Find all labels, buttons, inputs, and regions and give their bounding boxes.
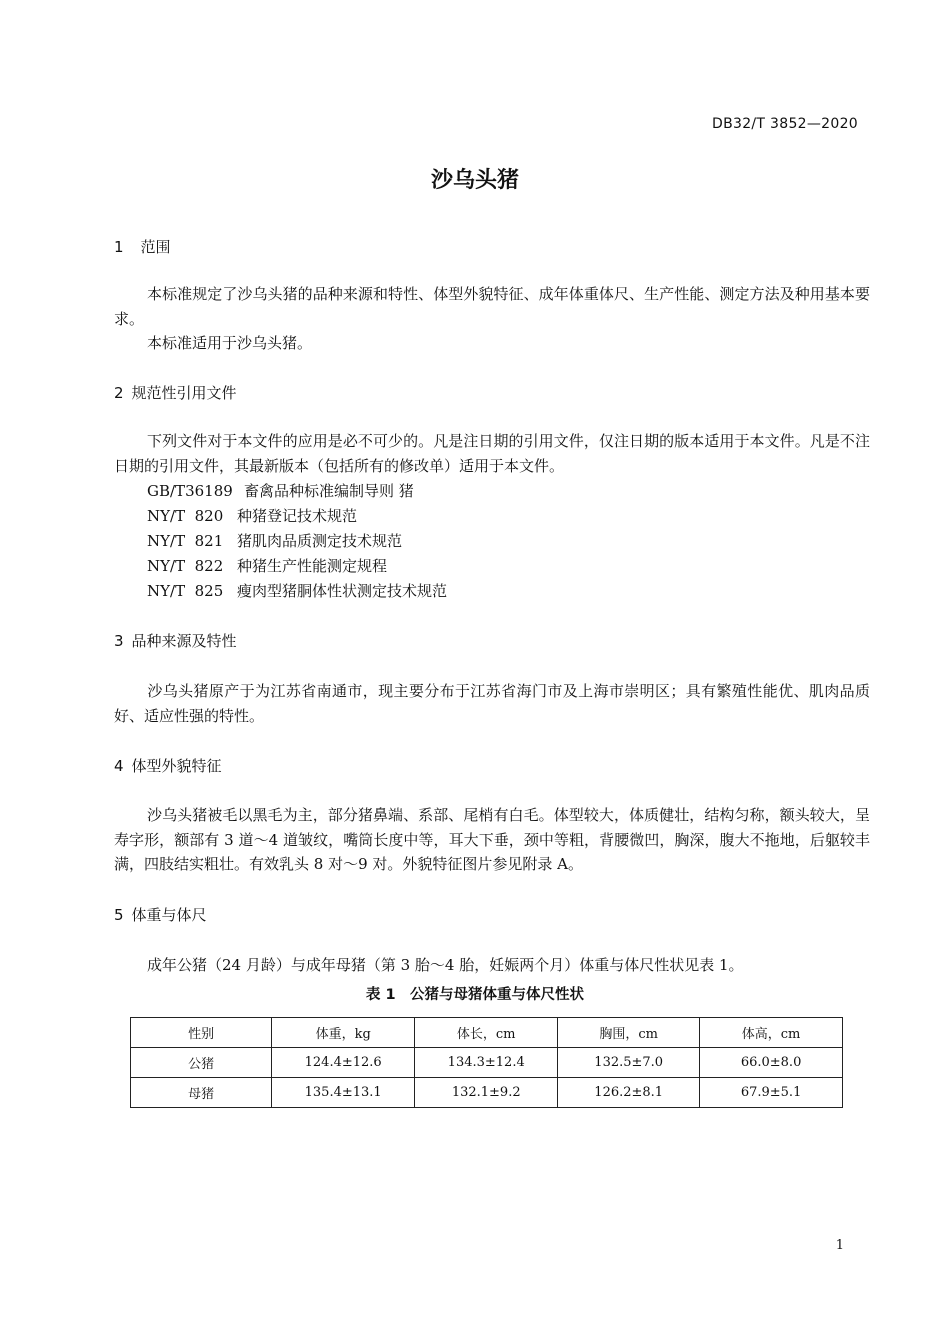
- table-cell: 132.5±7.0: [558, 1048, 700, 1078]
- section-1-heading: [114, 236, 171, 257]
- table-header-row: [131, 1018, 843, 1048]
- paragraph-text: 沙乌头猪原产于为江苏省南通市，现主要分布于江苏省海门市及上海市崇明区；具有繁殖性能优、肌肉品质好、适应性强的特性。: [114, 682, 870, 725]
- section-number: 2: [114, 384, 124, 402]
- data-table: [130, 1017, 843, 1108]
- section-number: 1: [114, 238, 124, 256]
- table-row: [131, 1078, 843, 1108]
- reference-code: NY/T 820: [147, 507, 224, 525]
- section-title: 体型外貌特征: [131, 757, 222, 775]
- standard-code: DB32/T 3852—2020: [712, 116, 858, 132]
- paragraph-text: 下列文件对于本文件的应用是必不可少的。凡是注日期的引用文件，仅注日期的版本适用于本文件。凡是不注日期的引用文件，其最新版本（包括所有的修改单）适用于本文件。: [114, 432, 870, 475]
- reference-code: NY/T 822: [147, 557, 224, 575]
- reference-item: [147, 505, 357, 526]
- reference-name: 种猪登记技术规范: [237, 507, 358, 525]
- section-5-heading: [114, 904, 207, 925]
- table-cell: 134.3±12.4: [415, 1048, 558, 1078]
- reference-item: [147, 530, 402, 551]
- section-number: 5: [114, 906, 124, 924]
- table-header-cell: 胸围，cm: [558, 1018, 700, 1048]
- table-cell: 124.4±12.6: [272, 1048, 415, 1078]
- table-header-cell: 体长，cm: [415, 1018, 558, 1048]
- table-cell: 公猪: [131, 1048, 272, 1078]
- page-number: 1: [835, 1238, 844, 1253]
- table-cell: 母猪: [131, 1078, 272, 1108]
- reference-code: NY/T 821: [147, 532, 224, 550]
- section-1-paragraph-2: [114, 331, 870, 356]
- section-2-paragraph-1: [114, 429, 870, 478]
- section-number: 4: [114, 757, 124, 775]
- reference-name: 种猪生产性能测定规程: [237, 557, 388, 575]
- table-cell: 66.0±8.0: [700, 1048, 843, 1078]
- reference-name: 瘦肉型猪胴体性状测定技术规范: [237, 582, 448, 600]
- paragraph-text: 沙乌头猪被毛以黑毛为主，部分猪鼻端、系部、尾梢有白毛。体型较大，体质健壮，结构匀称，额头较大，呈寿字形，额部有 3 道～4 道皱纹，嘴筒长度中等，耳大下垂，颈中等粗，背腰微凹，胸深，腹大不拖地，后躯较丰满，四肢结实粗壮。有效乳头 8 对～9 对。外貌特征图片参见附录 A。: [114, 806, 870, 873]
- reference-item: [147, 555, 387, 576]
- reference-code: NY/T 825: [147, 582, 224, 600]
- section-3-paragraph-1: [114, 679, 870, 728]
- document-title: 沙乌头猪: [430, 168, 519, 193]
- table-caption: 表 1 公猪与母猪体重与体尺性状: [365, 987, 585, 1003]
- table-cell: 67.9±5.1: [700, 1078, 843, 1108]
- table-cell: 132.1±9.2: [415, 1078, 558, 1108]
- reference-item: [147, 480, 414, 501]
- section-1-paragraph-1: [114, 282, 870, 331]
- reference-name: 畜禽品种标准编制导则 猪: [244, 482, 414, 500]
- table-header-cell: 体高，cm: [700, 1018, 843, 1048]
- table-cell: 135.4±13.1: [272, 1078, 415, 1108]
- section-title: 范围: [140, 238, 171, 256]
- table-header-cell: 体重，kg: [272, 1018, 415, 1048]
- paragraph-text: 本标准规定了沙乌头猪的品种来源和特性、体型外貌特征、成年体重体尺、生产性能、测定方法及种用基本要求。: [114, 285, 870, 328]
- reference-name: 猪肌肉品质测定技术规范: [237, 532, 403, 550]
- section-5-paragraph-1: [114, 953, 870, 978]
- paragraph-text: 本标准适用于沙乌头猪。: [147, 334, 313, 352]
- table-header-cell: 性别: [131, 1018, 272, 1048]
- section-4-paragraph-1: [114, 803, 870, 877]
- table-row: [131, 1048, 843, 1078]
- paragraph-text: 成年公猪（24 月龄）与成年母猪（第 3 胎～4 胎，妊娠两个月）体重与体尺性状见表 1。: [147, 956, 744, 974]
- reference-item: [147, 580, 447, 601]
- section-3-heading: [114, 630, 237, 651]
- section-title: 规范性引用文件: [131, 384, 237, 402]
- section-title: 品种来源及特性: [131, 632, 237, 650]
- section-4-heading: [114, 755, 222, 776]
- section-title: 体重与体尺: [131, 906, 207, 924]
- table-cell: 126.2±8.1: [558, 1078, 700, 1108]
- reference-code: GB/T36189: [147, 482, 233, 500]
- section-2-heading: [114, 382, 237, 403]
- section-number: 3: [114, 632, 124, 650]
